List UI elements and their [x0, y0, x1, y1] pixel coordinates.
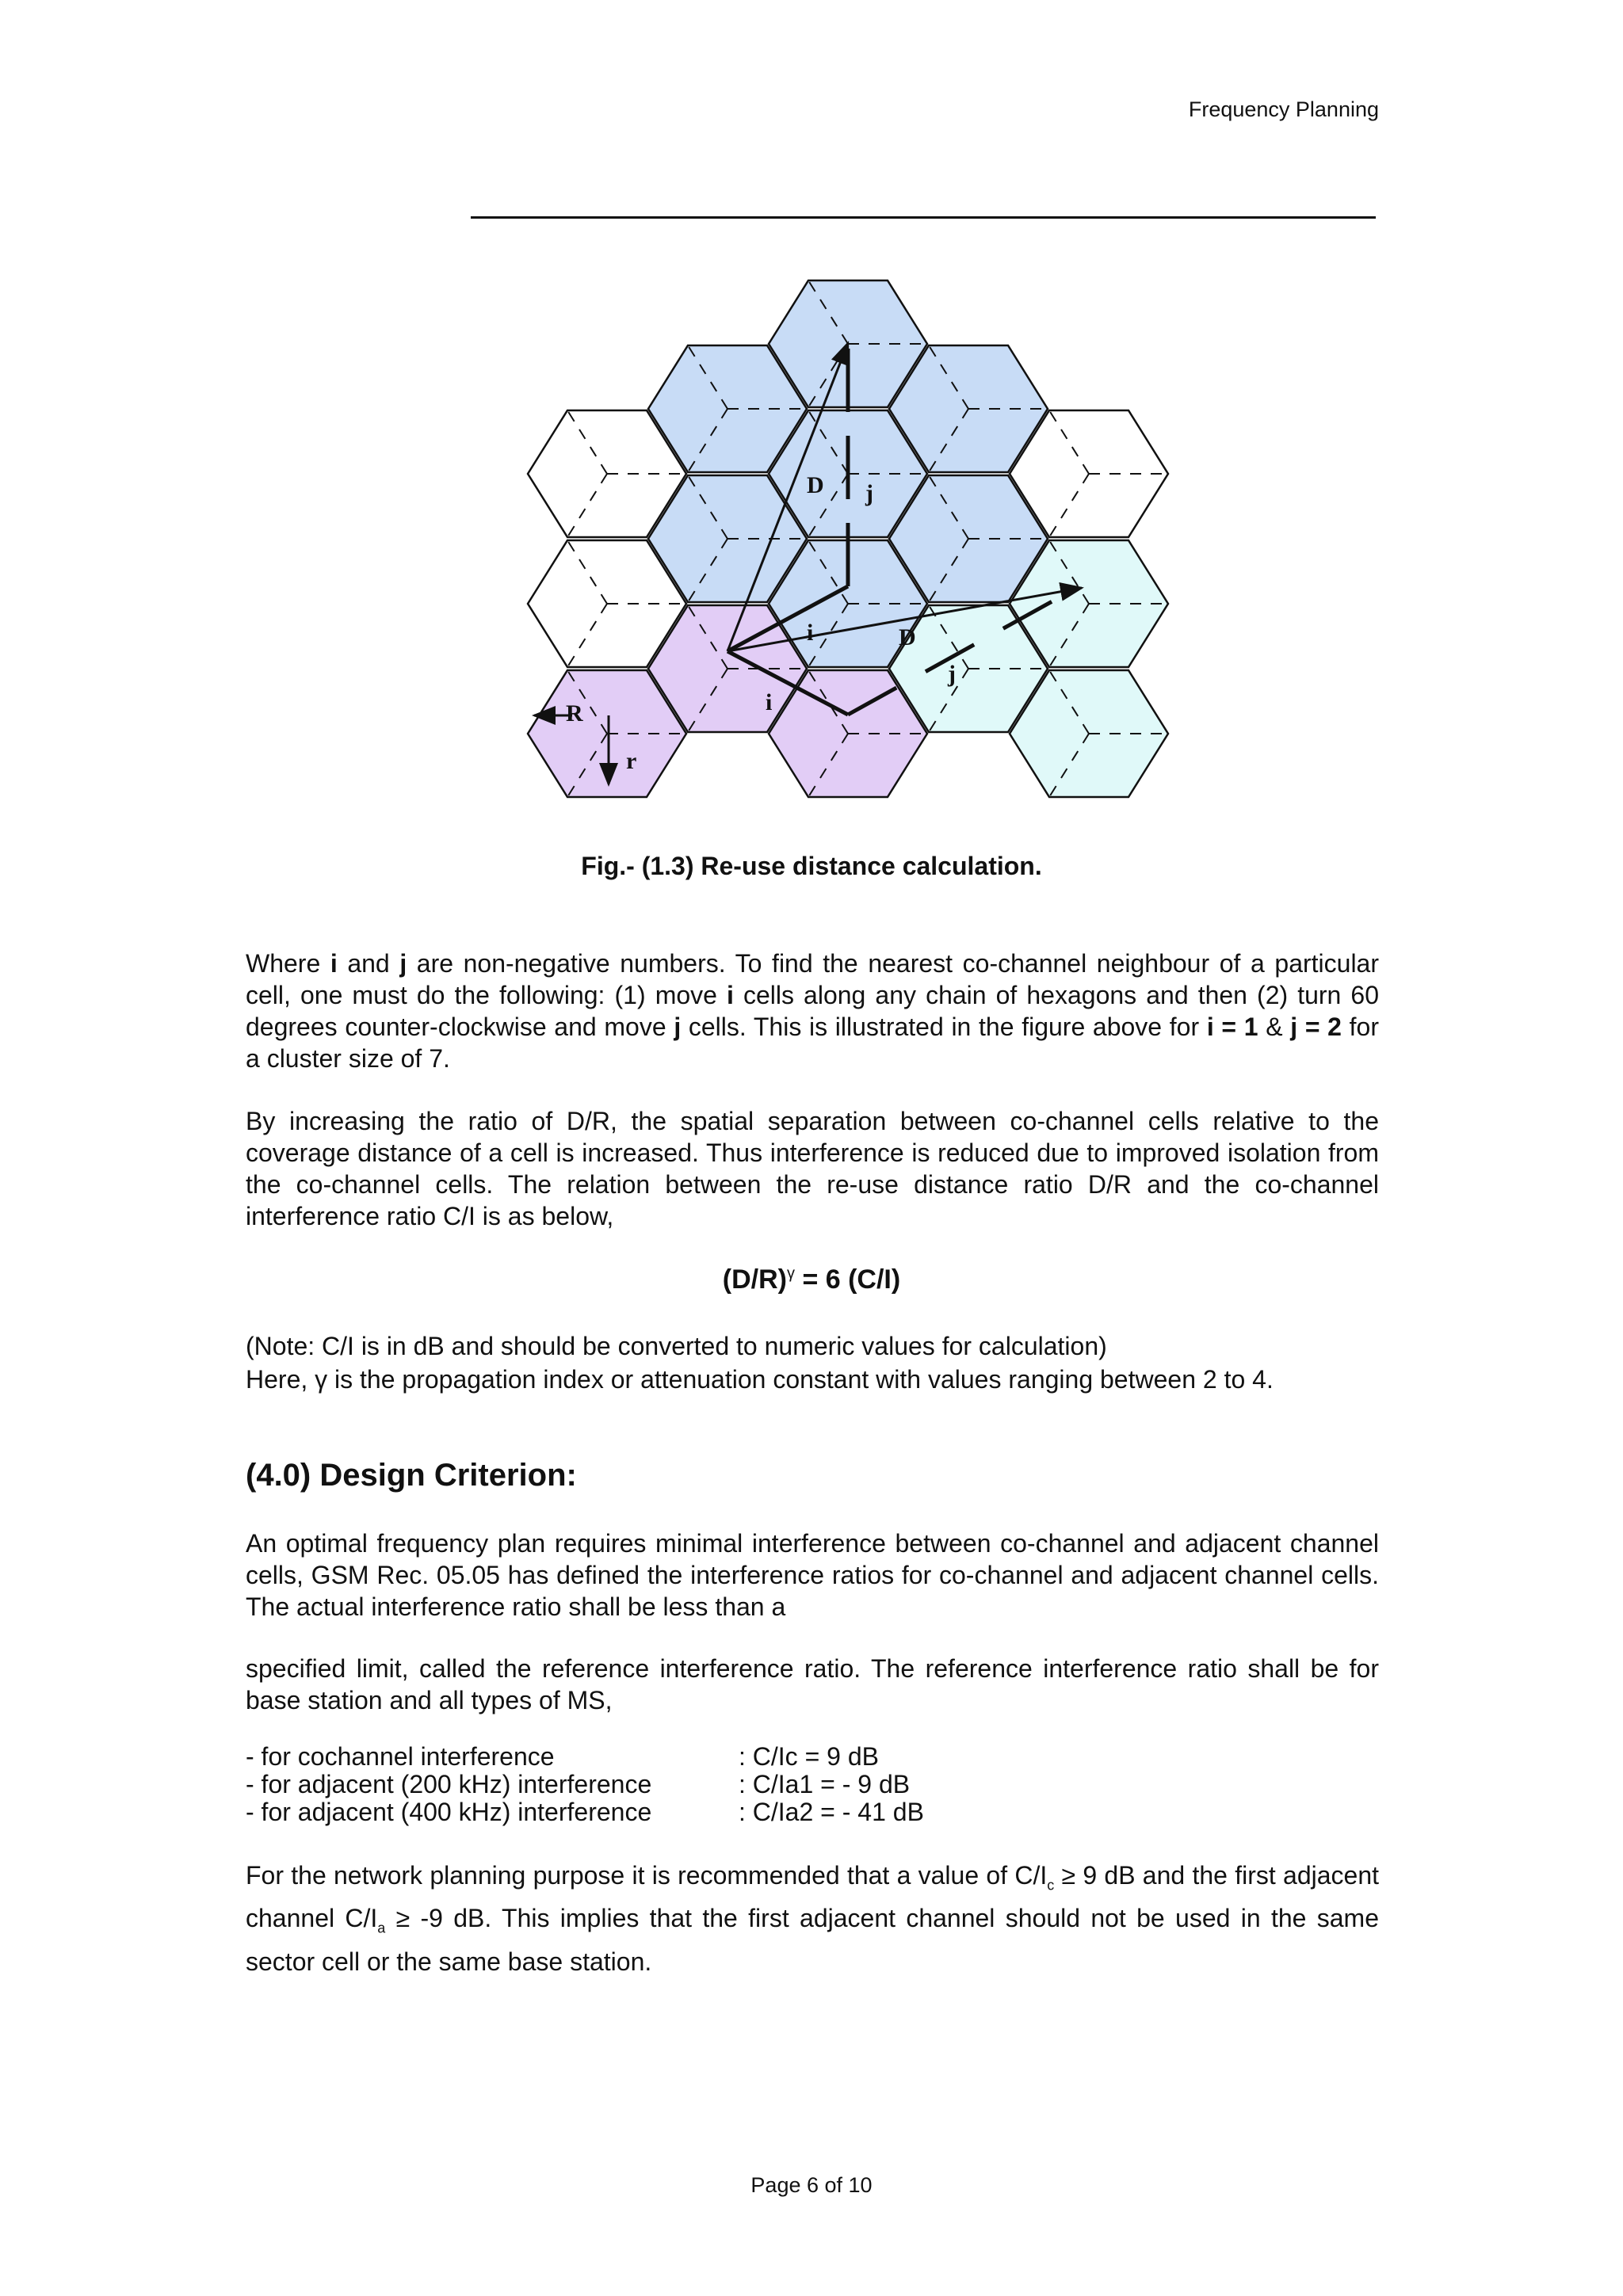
label-i-upper: i [807, 620, 814, 646]
label-D-upper: D [807, 472, 824, 498]
dr-formula: $(D/R)^\gamma = 6$ (C/I) [722, 1264, 901, 1295]
limit-label: - for adjacent (200 kHz) interference [246, 1770, 652, 1798]
label-j-upper: j [865, 480, 873, 506]
paragraph-reference-ratio: specified limit, called the reference interference ratio. The reference interference ratio shall be for base station and all types of MS, [246, 1654, 1379, 1714]
section-heading-design-criterion: (4.0) Design Criterion: [246, 1458, 577, 1493]
paragraph-ij-explanation: Where i and j are non-negative numbers. To find the nearest co-channel neighbour of a particular cell, one must do the following: (1) move i cells along any chain of hexagons and then (2) turn 60 degrees counter-clockwise and move j cells. This is illustrated in the figure above for i = 1 & j = 2 for a cluster size of 7. [246, 949, 1380, 1073]
limit-value: : C/Ia1 = - 9 dB [739, 1770, 911, 1798]
paragraph-planning-recommendation: For the network planning purpose it is recommended that a value of $C/I_c \ge 9$ dB and the first adjacent channel $C/I_a \ge -9$ dB. This implies that the first adjacent channel should not be used in the same sector cell or the same base station. [246, 1861, 1380, 1976]
note-gamma: Here, γ is the propagation index or attenuation constant with values ranging between 2 to 4. [246, 1365, 1274, 1394]
limit-value: : C/Ia2 = - 41 dB [739, 1798, 924, 1826]
label-i-lower: i [766, 689, 773, 715]
reuse-distance-figure [0, 0, 1623, 840]
note-ci-db: (Note: C/I is in dB and should be converted to numeric values for calculation) [246, 1332, 1107, 1360]
paragraph-optimal-plan: An optimal frequency plan requires minimal interference between co-channel and adjacent channel cells, GSM Rec. 05.05 has defined the interference ratios for co-channel and adjacent channel cells. The actual interference ratio shall be less than a [246, 1529, 1379, 1621]
label-r: r [626, 748, 637, 774]
limit-label: - for adjacent (400 kHz) interference [246, 1798, 652, 1826]
label-j-right: j [948, 661, 956, 687]
label-D-right: D [899, 624, 916, 650]
running-header: Frequency Planning [1188, 97, 1379, 121]
figure-caption: Fig.- (1.3) Re-use distance calculation. [581, 852, 1042, 880]
paragraph-dr-ratio: By increasing the ratio of D/R, the spatial separation between co-channel cells relative to the coverage distance of a cell is increased. Thus interference is reduced due to improved isolation from the co-channel cells. The relation between the re-use distance ratio D/R and the co-channel interference ratio C/I is as below, [246, 1107, 1379, 1230]
limit-label: - for cochannel interference [246, 1742, 555, 1771]
page-number: Page 6 of 10 [750, 2173, 873, 2197]
limit-value: : C/Ic = 9 dB [739, 1742, 879, 1771]
label-R: R [566, 700, 583, 727]
